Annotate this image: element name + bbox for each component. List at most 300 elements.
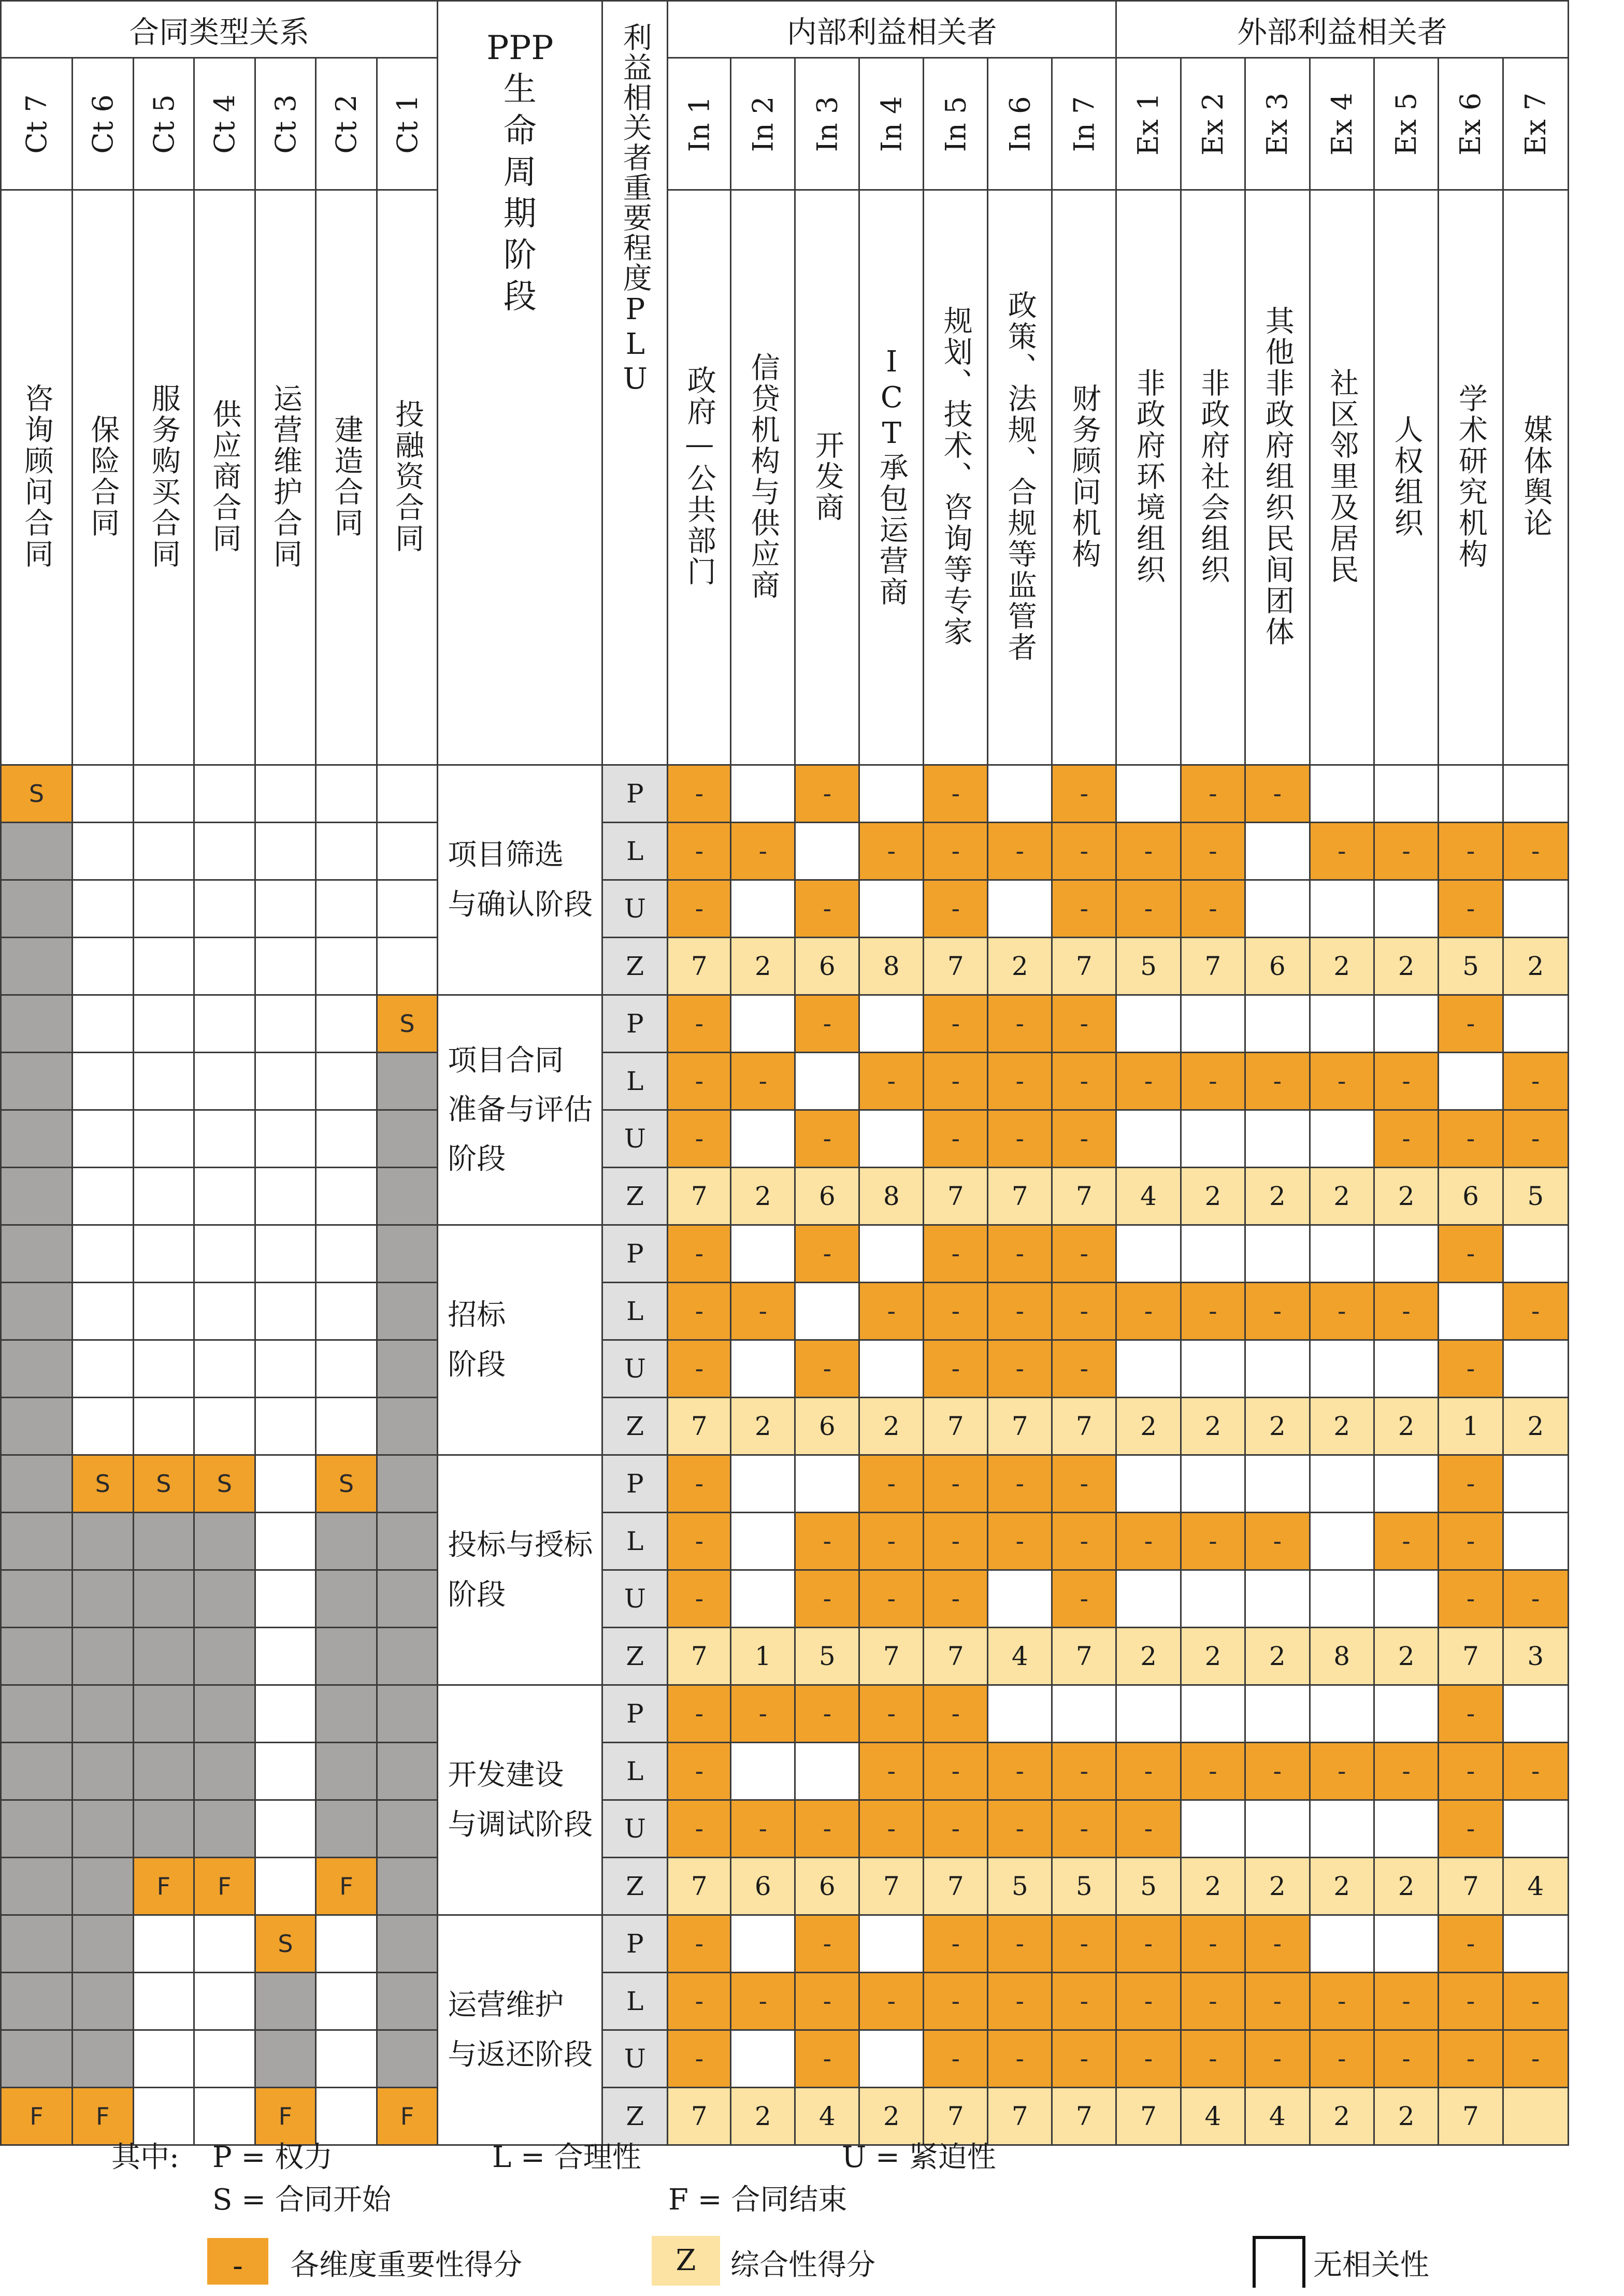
importance-mark: - bbox=[1245, 2030, 1310, 2088]
matrix-row bbox=[1, 1915, 1569, 1973]
legend-f-definition: F = 合同结束 bbox=[668, 2183, 847, 2217]
contract-cell-blank bbox=[316, 1915, 377, 1973]
composite-score-cell: 2 bbox=[1116, 1398, 1181, 1455]
stakeholder-code-label: In 4 bbox=[875, 96, 908, 152]
importance-mark: - bbox=[1439, 823, 1503, 880]
contract-cell-blank bbox=[255, 1283, 316, 1340]
stakeholder-code-label: Ex 7 bbox=[1519, 92, 1552, 155]
composite-score-cell: 2 bbox=[731, 2088, 795, 2145]
composite-score-cell: 2 bbox=[859, 2088, 924, 2145]
composite-score-cell: 2 bbox=[1245, 1628, 1310, 1685]
importance-mark: - bbox=[795, 880, 859, 938]
contract-name-label: 服务购买合同 bbox=[147, 383, 181, 570]
contract-cell-blank bbox=[377, 938, 438, 995]
importance-mark: - bbox=[1310, 1973, 1374, 2030]
importance-mark: - bbox=[1310, 823, 1374, 880]
importance-mark: - bbox=[1439, 1340, 1503, 1398]
contract-cell-active bbox=[316, 1800, 377, 1858]
importance-mark: - bbox=[1116, 880, 1181, 938]
legend-z-swatch: Z bbox=[652, 2236, 720, 2286]
importance-mark: - bbox=[1439, 1455, 1503, 1513]
stakeholder-name bbox=[795, 190, 859, 765]
legend bbox=[0, 2134, 1624, 2296]
importance-mark: - bbox=[795, 1225, 859, 1283]
contract-cell-blank bbox=[133, 823, 194, 880]
contract-cell-active bbox=[316, 1685, 377, 1743]
composite-score-cell: 5 bbox=[1439, 938, 1503, 995]
stakeholder-code bbox=[668, 58, 731, 190]
composite-score-cell: 6 bbox=[795, 1168, 859, 1225]
importance-mark: - bbox=[924, 1110, 988, 1168]
composite-score-cell: 7 bbox=[1439, 2088, 1503, 2145]
importance-mark: - bbox=[1181, 823, 1245, 880]
stakeholder-code bbox=[988, 58, 1052, 190]
contract-cell-active bbox=[377, 1858, 438, 1915]
contract-cell-blank bbox=[316, 1110, 377, 1168]
composite-score-cell: 7 bbox=[924, 1168, 988, 1225]
composite-score-cell: 6 bbox=[731, 1858, 795, 1915]
contract-cell-blank bbox=[255, 1858, 316, 1915]
no-relevance-cell bbox=[1245, 1340, 1310, 1398]
stakeholder-name-label: 学术研究机构 bbox=[1454, 383, 1488, 570]
composite-score-cell: 4 bbox=[988, 1628, 1052, 1685]
contract-cell-active bbox=[377, 1915, 438, 1973]
stakeholder-code bbox=[1439, 58, 1503, 190]
importance-mark: - bbox=[668, 1743, 731, 1800]
dimension-label: U bbox=[602, 1110, 668, 1168]
stakeholder-code-label: Ex 1 bbox=[1132, 92, 1165, 155]
importance-mark: - bbox=[1116, 1283, 1181, 1340]
contract-cell-blank bbox=[194, 1168, 255, 1225]
contract-cell-blank bbox=[316, 1168, 377, 1225]
no-relevance-cell bbox=[731, 880, 795, 938]
contract-cell-blank bbox=[194, 880, 255, 938]
contract-cell-active bbox=[1, 1513, 73, 1570]
dimension-label: U bbox=[602, 1800, 668, 1858]
importance-mark: - bbox=[668, 880, 731, 938]
contract-cell-blank bbox=[194, 823, 255, 880]
composite-score-cell: 2 bbox=[859, 1398, 924, 1455]
contract-cell-active bbox=[73, 1685, 134, 1743]
stakeholder-code-label: In 7 bbox=[1068, 96, 1101, 152]
contract-cell-blank bbox=[194, 1340, 255, 1398]
no-relevance-cell bbox=[1052, 1685, 1116, 1743]
composite-score-cell: 7 bbox=[668, 1398, 731, 1455]
no-relevance-cell bbox=[859, 880, 924, 938]
contract-finish-mark: F bbox=[73, 2088, 134, 2145]
stage-title-line: PPP bbox=[486, 29, 554, 67]
no-relevance-cell bbox=[1374, 1685, 1438, 1743]
composite-score-cell: 2 bbox=[1181, 1398, 1245, 1455]
stakeholder-code-label: In 3 bbox=[811, 96, 844, 152]
importance-mark: - bbox=[1181, 880, 1245, 938]
composite-score-cell: 4 bbox=[795, 2088, 859, 2145]
contract-cell-active bbox=[133, 1513, 194, 1570]
importance-mark: - bbox=[1503, 1283, 1568, 1340]
matrix-row bbox=[1, 1455, 1569, 1513]
contract-cell-blank bbox=[133, 880, 194, 938]
composite-score-cell: 7 bbox=[988, 2088, 1052, 2145]
contract-start-mark: S bbox=[316, 1455, 377, 1513]
contract-cell-active bbox=[73, 1973, 134, 2030]
stage-name-line: 与调试阶段 bbox=[448, 1807, 593, 1842]
no-relevance-cell bbox=[988, 1685, 1052, 1743]
contract-cell-blank bbox=[316, 1973, 377, 2030]
importance-mark: - bbox=[924, 1973, 988, 2030]
contract-cell-blank bbox=[133, 1915, 194, 1973]
importance-mark: - bbox=[1439, 995, 1503, 1053]
importance-mark: - bbox=[1245, 1283, 1310, 1340]
matrix-row bbox=[1, 1570, 1569, 1628]
plu-column-header bbox=[602, 1, 668, 765]
composite-score-cell: 2 bbox=[1374, 938, 1438, 995]
stakeholder-name bbox=[924, 190, 988, 765]
importance-mark: - bbox=[1116, 2030, 1181, 2088]
composite-score-cell: 2 bbox=[1116, 1628, 1181, 1685]
importance-mark: - bbox=[988, 1225, 1052, 1283]
contract-cell-active bbox=[73, 1743, 134, 1800]
importance-mark: - bbox=[1439, 1225, 1503, 1283]
contract-cell-active bbox=[1, 1225, 73, 1283]
stakeholder-code bbox=[1503, 58, 1568, 190]
importance-mark: - bbox=[1245, 1743, 1310, 1800]
no-relevance-cell bbox=[731, 1513, 795, 1570]
contract-finish-mark: F bbox=[377, 2088, 438, 2145]
dimension-label: L bbox=[602, 1973, 668, 2030]
importance-mark: - bbox=[1245, 1915, 1310, 1973]
composite-score-cell: 7 bbox=[1181, 938, 1245, 995]
stage-name bbox=[438, 995, 602, 1225]
contract-cell-active bbox=[377, 1168, 438, 1225]
importance-mark: - bbox=[668, 1570, 731, 1628]
contract-cell-active bbox=[377, 1743, 438, 1800]
stage-name bbox=[438, 1915, 602, 2145]
composite-score-cell: 7 bbox=[859, 1858, 924, 1915]
no-relevance-cell bbox=[1310, 1340, 1374, 1398]
contract-cell-active bbox=[1, 823, 73, 880]
contract-cell-blank bbox=[255, 1628, 316, 1685]
importance-mark: - bbox=[988, 1800, 1052, 1858]
composite-score-cell: 1 bbox=[1439, 1398, 1503, 1455]
stakeholder-name bbox=[1245, 190, 1310, 765]
contract-cell-active bbox=[1, 880, 73, 938]
contract-cell-active bbox=[73, 1858, 134, 1915]
contract-cell-blank bbox=[316, 880, 377, 938]
no-relevance-cell bbox=[731, 1110, 795, 1168]
stakeholder-name-label: 媒体舆论 bbox=[1519, 414, 1553, 539]
importance-mark: - bbox=[859, 1570, 924, 1628]
stakeholder-name bbox=[668, 190, 731, 765]
composite-score-cell: 2 bbox=[1181, 1628, 1245, 1685]
importance-mark: - bbox=[1052, 1283, 1116, 1340]
importance-mark: - bbox=[731, 1685, 795, 1743]
dimension-label: L bbox=[602, 1283, 668, 1340]
importance-mark: - bbox=[1052, 765, 1116, 823]
importance-mark: - bbox=[859, 823, 924, 880]
no-relevance-cell bbox=[1374, 995, 1438, 1053]
no-relevance-cell bbox=[1503, 995, 1568, 1053]
stage-name-line: 阶段 bbox=[448, 1347, 506, 1382]
composite-score-cell: 7 bbox=[1439, 1858, 1503, 1915]
stakeholder-code bbox=[731, 58, 795, 190]
contract-cell-blank bbox=[255, 995, 316, 1053]
dimension-label: L bbox=[602, 823, 668, 880]
composite-score-cell: 7 bbox=[988, 1168, 1052, 1225]
importance-mark: - bbox=[988, 1283, 1052, 1340]
importance-mark: - bbox=[1116, 1743, 1181, 1800]
stage-name-line: 与返还阶段 bbox=[448, 2037, 593, 2072]
importance-mark: - bbox=[1439, 1570, 1503, 1628]
contract-cell-active bbox=[73, 1800, 134, 1858]
importance-mark: - bbox=[1439, 1685, 1503, 1743]
composite-score-cell: 7 bbox=[1052, 1398, 1116, 1455]
contract-cell-blank bbox=[73, 765, 134, 823]
importance-mark: - bbox=[668, 1973, 731, 2030]
code-row bbox=[1, 58, 1569, 190]
contract-cell-blank bbox=[73, 995, 134, 1053]
composite-score-cell: 7 bbox=[1052, 938, 1116, 995]
no-relevance-cell bbox=[1181, 1110, 1245, 1168]
contract-cell-blank bbox=[377, 765, 438, 823]
importance-mark: - bbox=[1503, 1743, 1568, 1800]
matrix-row bbox=[1, 1800, 1569, 1858]
contract-cell-blank bbox=[73, 1340, 134, 1398]
contract-cell-blank bbox=[255, 1455, 316, 1513]
composite-score-cell: 2 bbox=[731, 1398, 795, 1455]
no-relevance-cell bbox=[1245, 823, 1310, 880]
stakeholder-code-label: Ex 3 bbox=[1261, 92, 1294, 155]
importance-mark: - bbox=[795, 1570, 859, 1628]
importance-mark: - bbox=[795, 995, 859, 1053]
contract-cell-blank bbox=[133, 1225, 194, 1283]
no-relevance-cell bbox=[859, 995, 924, 1053]
stakeholder-code bbox=[1310, 58, 1374, 190]
no-relevance-cell bbox=[1439, 1053, 1503, 1110]
contract-cell-blank bbox=[73, 880, 134, 938]
contract-cell-active bbox=[194, 1570, 255, 1628]
contract-start-mark: S bbox=[133, 1455, 194, 1513]
importance-mark: - bbox=[795, 765, 859, 823]
stage-column-header bbox=[438, 1, 602, 765]
importance-mark: - bbox=[731, 1800, 795, 1858]
contract-code-label: Ct 4 bbox=[208, 94, 241, 154]
no-relevance-cell bbox=[1116, 1455, 1181, 1513]
contract-name bbox=[73, 190, 134, 765]
contract-cell-active bbox=[377, 1283, 438, 1340]
no-relevance-cell bbox=[1116, 1110, 1181, 1168]
contract-cell-active bbox=[194, 1743, 255, 1800]
importance-mark: - bbox=[795, 1110, 859, 1168]
contract-cell-active bbox=[1, 1168, 73, 1225]
stakeholder-name bbox=[1310, 190, 1374, 765]
contract-name bbox=[255, 190, 316, 765]
importance-mark: - bbox=[1310, 1743, 1374, 1800]
contract-cell-blank bbox=[73, 1225, 134, 1283]
stakeholder-name bbox=[1374, 190, 1438, 765]
importance-mark: - bbox=[1310, 1053, 1374, 1110]
no-relevance-cell bbox=[1310, 1455, 1374, 1513]
contract-name-label: 投融资合同 bbox=[391, 398, 424, 554]
legend-dash-text: 各维度重要性得分 bbox=[290, 2248, 522, 2282]
composite-score-cell: 7 bbox=[924, 2088, 988, 2145]
composite-score-cell: 7 bbox=[1116, 2088, 1181, 2145]
composite-score-cell: 2 bbox=[1310, 2088, 1374, 2145]
contract-cell-active bbox=[73, 1915, 134, 1973]
legend-p-definition: P = 权力 bbox=[212, 2141, 333, 2174]
importance-mark: - bbox=[731, 1053, 795, 1110]
dimension-label: P bbox=[602, 995, 668, 1053]
importance-mark: - bbox=[1052, 2030, 1116, 2088]
importance-mark: - bbox=[1374, 1283, 1438, 1340]
stakeholder-code bbox=[1116, 58, 1181, 190]
no-relevance-cell bbox=[1374, 880, 1438, 938]
no-relevance-cell bbox=[1503, 1800, 1568, 1858]
importance-mark: - bbox=[668, 2030, 731, 2088]
contract-cell-active bbox=[1, 938, 73, 995]
no-relevance-cell bbox=[1181, 1800, 1245, 1858]
matrix-row bbox=[1, 823, 1569, 880]
no-relevance-cell bbox=[1439, 765, 1503, 823]
contract-cell-blank bbox=[194, 2030, 255, 2088]
contract-name-label: 建造合同 bbox=[329, 414, 364, 539]
contract-cell-active bbox=[1, 1800, 73, 1858]
importance-mark: - bbox=[859, 1973, 924, 2030]
importance-mark: - bbox=[1503, 1973, 1568, 2030]
importance-mark: - bbox=[1245, 1053, 1310, 1110]
composite-score-cell: 6 bbox=[1245, 938, 1310, 995]
contract-cell-active bbox=[73, 1628, 134, 1685]
contract-cell-blank bbox=[316, 1225, 377, 1283]
composite-score-cell: 2 bbox=[1310, 1858, 1374, 1915]
dimension-label: Z bbox=[602, 2088, 668, 2145]
no-relevance-cell bbox=[1374, 1225, 1438, 1283]
importance-mark: - bbox=[924, 1053, 988, 1110]
internal-stakeholders-header: 内部利益相关者 bbox=[668, 1, 1116, 58]
contract-cell-active bbox=[377, 1455, 438, 1513]
importance-mark: - bbox=[1245, 1513, 1310, 1570]
no-relevance-cell bbox=[1503, 1340, 1568, 1398]
importance-mark: - bbox=[1181, 765, 1245, 823]
contract-cell-active bbox=[377, 1225, 438, 1283]
legend-dash-swatch: - bbox=[207, 2238, 268, 2285]
stage-name-line: 运营维护 bbox=[448, 1988, 564, 2022]
no-relevance-cell bbox=[1116, 1570, 1181, 1628]
matrix-row bbox=[1, 1973, 1569, 2030]
importance-mark: - bbox=[1116, 1513, 1181, 1570]
composite-score-cell: 8 bbox=[859, 1168, 924, 1225]
stakeholder-code bbox=[1181, 58, 1245, 190]
contract-cell-blank bbox=[255, 1800, 316, 1858]
importance-mark: - bbox=[924, 1340, 988, 1398]
importance-mark: - bbox=[795, 2030, 859, 2088]
matrix-row bbox=[1, 2030, 1569, 2088]
contract-start-mark: S bbox=[194, 1455, 255, 1513]
stage-title-line: 阶 bbox=[503, 236, 537, 275]
no-relevance-cell bbox=[1310, 1800, 1374, 1858]
contract-name bbox=[1, 190, 73, 765]
no-relevance-cell bbox=[1374, 765, 1438, 823]
contract-cell-blank bbox=[255, 1225, 316, 1283]
contract-cell-blank bbox=[133, 1053, 194, 1110]
stakeholder-name-label: ICT承包运营商 bbox=[874, 345, 909, 608]
stakeholder-code bbox=[924, 58, 988, 190]
contract-cell-blank bbox=[73, 1168, 134, 1225]
contract-cell-active bbox=[316, 1570, 377, 1628]
contract-name bbox=[194, 190, 255, 765]
composite-score-cell: 2 bbox=[1503, 938, 1568, 995]
contract-cell-blank bbox=[255, 938, 316, 995]
composite-score-cell: 2 bbox=[1374, 1858, 1438, 1915]
contract-name-label: 咨询顾问合同 bbox=[20, 383, 54, 570]
composite-score-cell: 7 bbox=[668, 2088, 731, 2145]
importance-mark: - bbox=[1052, 1513, 1116, 1570]
contract-cell-blank bbox=[73, 1283, 134, 1340]
stakeholder-code-label: In 2 bbox=[746, 96, 780, 152]
legend-intro: 其中: bbox=[111, 2141, 179, 2174]
importance-mark: - bbox=[1439, 1110, 1503, 1168]
no-relevance-cell bbox=[1374, 1915, 1438, 1973]
importance-mark: - bbox=[1439, 1513, 1503, 1570]
contract-cell-active bbox=[194, 1513, 255, 1570]
composite-score-cell: 2 bbox=[1245, 1168, 1310, 1225]
importance-mark: - bbox=[859, 1800, 924, 1858]
stakeholder-name bbox=[1052, 190, 1116, 765]
composite-score-cell: 7 bbox=[988, 1398, 1052, 1455]
contract-cell-blank bbox=[316, 938, 377, 995]
contract-cell-active bbox=[1, 1570, 73, 1628]
contract-finish-mark: F bbox=[255, 2088, 316, 2145]
no-relevance-cell bbox=[1310, 995, 1374, 1053]
no-relevance-cell bbox=[859, 1340, 924, 1398]
no-relevance-cell bbox=[795, 1283, 859, 1340]
contract-cell-blank bbox=[255, 1685, 316, 1743]
contract-cell-blank bbox=[133, 1283, 194, 1340]
composite-score-cell: 4 bbox=[1181, 2088, 1245, 2145]
importance-mark: - bbox=[668, 1915, 731, 1973]
importance-mark: - bbox=[668, 1800, 731, 1858]
stakeholder-name-label: 规划、技术、咨询等专家 bbox=[939, 305, 973, 648]
composite-score-cell: 2 bbox=[1245, 1858, 1310, 1915]
contract-name-label: 运营维护合同 bbox=[268, 383, 303, 570]
contract-cell-active bbox=[1, 1283, 73, 1340]
composite-score-cell: 7 bbox=[924, 1398, 988, 1455]
matrix-row bbox=[1, 1513, 1569, 1570]
contract-cell-active bbox=[316, 1628, 377, 1685]
importance-mark: - bbox=[1374, 1513, 1438, 1570]
no-relevance-cell bbox=[988, 880, 1052, 938]
matrix-row bbox=[1, 1225, 1569, 1283]
importance-mark: - bbox=[988, 1110, 1052, 1168]
contract-cell-active bbox=[377, 1110, 438, 1168]
stage-name-line: 项目合同 bbox=[448, 1043, 564, 1078]
dimension-label: U bbox=[602, 1340, 668, 1398]
dimension-label: Z bbox=[602, 1168, 668, 1225]
legend-none-text: 无相关性 bbox=[1313, 2248, 1429, 2282]
contract-cell-blank bbox=[255, 765, 316, 823]
composite-score-cell: 5 bbox=[795, 1628, 859, 1685]
importance-mark: - bbox=[1439, 1800, 1503, 1858]
stage-name-line: 开发建设 bbox=[448, 1758, 564, 1792]
stage-name bbox=[438, 765, 602, 995]
composite-score-cell: 6 bbox=[795, 938, 859, 995]
importance-mark: - bbox=[668, 1053, 731, 1110]
contract-cell-active bbox=[73, 1570, 134, 1628]
contract-cell-blank bbox=[133, 1973, 194, 2030]
no-relevance-cell bbox=[1245, 1455, 1310, 1513]
dimension-label: L bbox=[602, 1053, 668, 1110]
stage-title-line: 段 bbox=[503, 278, 537, 316]
no-relevance-cell bbox=[1310, 1570, 1374, 1628]
